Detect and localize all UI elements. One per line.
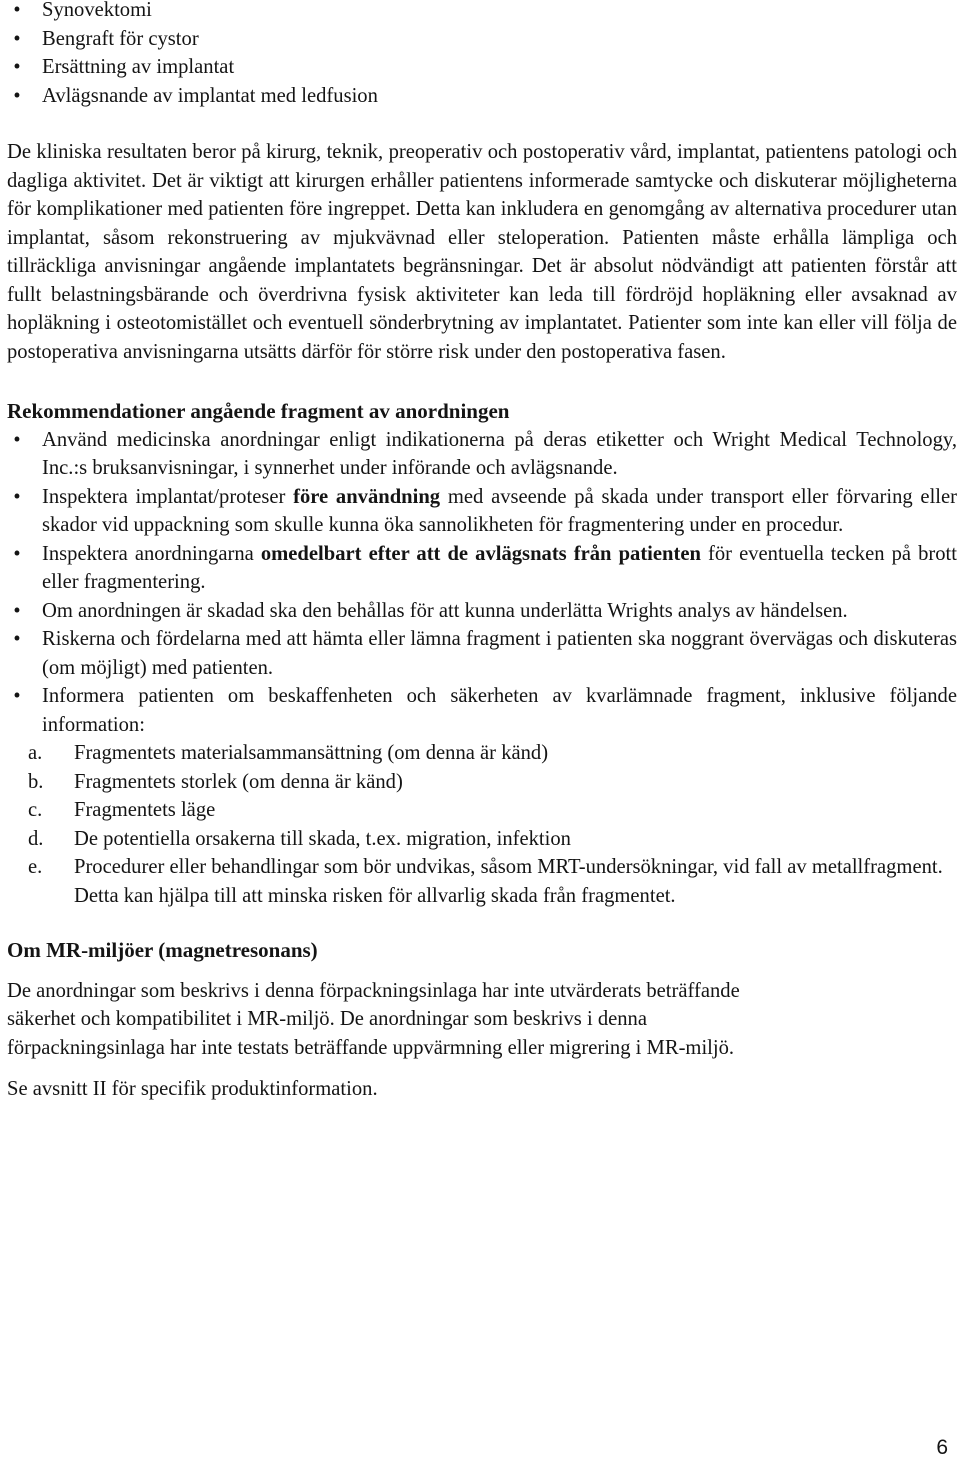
list-item	[7, 540, 957, 597]
page-number: 6	[936, 1436, 948, 1459]
sub-list-text: Fragmentets storlek (om denna är känd)	[74, 770, 403, 793]
list-item-text: Avlägsnande av implantat med ledfusion	[42, 84, 378, 107]
list-item-text: Synovektomi	[42, 0, 152, 21]
mr-paragraph	[7, 977, 957, 1063]
list-item	[7, 25, 957, 54]
mr-line: De anordningar som beskrivs i denna förpackningsinlaga har inte utvärderats beträffande	[7, 979, 740, 1002]
bullet-icon: •	[13, 27, 21, 50]
list-item	[7, 53, 957, 82]
sub-list-item	[7, 825, 957, 854]
sub-list-letter: d.	[28, 827, 44, 850]
sub-list-letter: a.	[28, 742, 43, 764]
bullet-icon: •	[13, 485, 21, 508]
closing-note: Se avsnitt II för specifik produktinformation.	[7, 1078, 378, 1100]
list-item-text: Riskerna och fördelarna med att hämta eller lämna fragment i patienten ska noggrant övervägas och diskuteras (om möjligt) med patienten.	[42, 628, 957, 679]
bullet-icon: •	[13, 599, 21, 622]
list-item-text: för eventuella tecken på brott eller fragmentering.	[42, 542, 957, 593]
sub-list-letter: c.	[28, 799, 43, 821]
list-item-text: Bengraft för cystor	[42, 27, 199, 50]
document-page	[7, 0, 957, 1104]
list-item	[7, 0, 957, 25]
sub-list-text: Procedurer eller behandlingar som bör undvikas, såsom MRT-undersökningar, vid fall av metallfragment. Detta kan hjälpa till att minska risken för allvarlig skada från fragmentet.	[74, 856, 943, 907]
fragment-info-list	[7, 739, 957, 910]
list-item	[7, 483, 957, 540]
bullet-icon: •	[13, 685, 21, 707]
intro-paragraph: De kliniska resultaten beror på kirurg, teknik, preoperativ och postoperativ vård, implantat, patientens patologi och dagliga aktivitet. Det är viktigt att kirurgen erhåller patientens informerade samtycke och diskuterar möjligheterna för komplikationer med patienten före ingreppet. Detta kan inkludera en genomgång av alternativa procedurer utan implantat, såsom rekonstruering av mjukvävnad eller steloperation. Patienten måste erhålla lämpliga och tillräckliga anvisningar angående implantatets begränsningar. Det är absolut nödvändigt att patienten förstår att fullt belastningsbärande och överdrivna fysisk aktiviteter kan leda till fördröjd hopläkning eller avsaknad av hopläkning i osteotomistället och eventuell sönderbrytning av implantatet. Patienter som inte kan eller vill följa de postoperativa anvisningarna utsätts därför för större risk under den postoperativa fasen.	[7, 141, 957, 363]
sub-list-item	[7, 739, 957, 768]
sub-list-text: De potentiella orsakerna till skada, t.ex. migration, infektion	[74, 827, 571, 850]
list-item-text: Om anordningen är skadad ska den behållas för att kunna underlätta Wrights analys av händelsen.	[42, 599, 848, 622]
list-item-text: med avseende på skada under transport eller förvaring eller skador vid uppackning som skulle kunna öka sannolikheten för fragmentering under en procedur.	[42, 485, 958, 536]
list-item	[7, 625, 957, 682]
list-item	[7, 597, 957, 626]
sub-list-item	[7, 768, 957, 797]
list-item-text: Ersättning av implantat	[42, 56, 235, 78]
list-item-text: Använd medicinska anordningar enligt indikationerna på deras etiketter och Wright Medical Technology, Inc.:s bruksanvisningar, i synnerhet under införande och avlägsnande.	[42, 428, 957, 479]
sub-list-letter: b.	[28, 770, 44, 793]
sub-list-letter: e.	[28, 856, 43, 878]
bullet-icon: •	[13, 628, 21, 650]
sub-list-text: Fragmentets läge	[74, 799, 216, 821]
bullet-icon: •	[13, 84, 21, 107]
sub-list-text: Fragmentets materialsammansättning (om denna är känd)	[74, 742, 549, 764]
list-item	[7, 682, 957, 739]
top-bullet-list	[7, 0, 957, 110]
list-item	[7, 82, 957, 111]
bullet-icon: •	[13, 0, 21, 21]
list-item-text: Informera patienten om beskaffenheten och säkerheten av kvarlämnade fragment, inklusive följande information:	[42, 685, 957, 736]
mr-heading: Om MR-miljöer (magnetresonans)	[7, 938, 318, 962]
list-item-text: Inspektera anordningarna	[42, 542, 261, 565]
mr-line: förpackningsinlaga har inte testats beträffande uppvärmning eller migrering i MR-miljö.	[7, 1036, 735, 1059]
sub-list-item	[7, 853, 957, 910]
sub-list-item	[7, 796, 957, 825]
recommendations-list	[7, 426, 957, 740]
bullet-icon: •	[13, 428, 21, 451]
emphasis-text: omedelbart efter att de avlägsnats från patienten	[260, 542, 701, 565]
emphasis-text: före användning	[293, 485, 441, 508]
mr-line: säkerhet och kompatibilitet i MR-miljö. De anordningar som beskrivs i denna	[7, 1008, 647, 1030]
bullet-icon: •	[13, 56, 21, 78]
list-item	[7, 426, 957, 483]
recommendations-heading: Rekommendationer angående fragment av anordningen	[7, 399, 510, 423]
list-item-text: Inspektera implantat/proteser	[42, 485, 294, 508]
bullet-icon: •	[13, 542, 21, 565]
